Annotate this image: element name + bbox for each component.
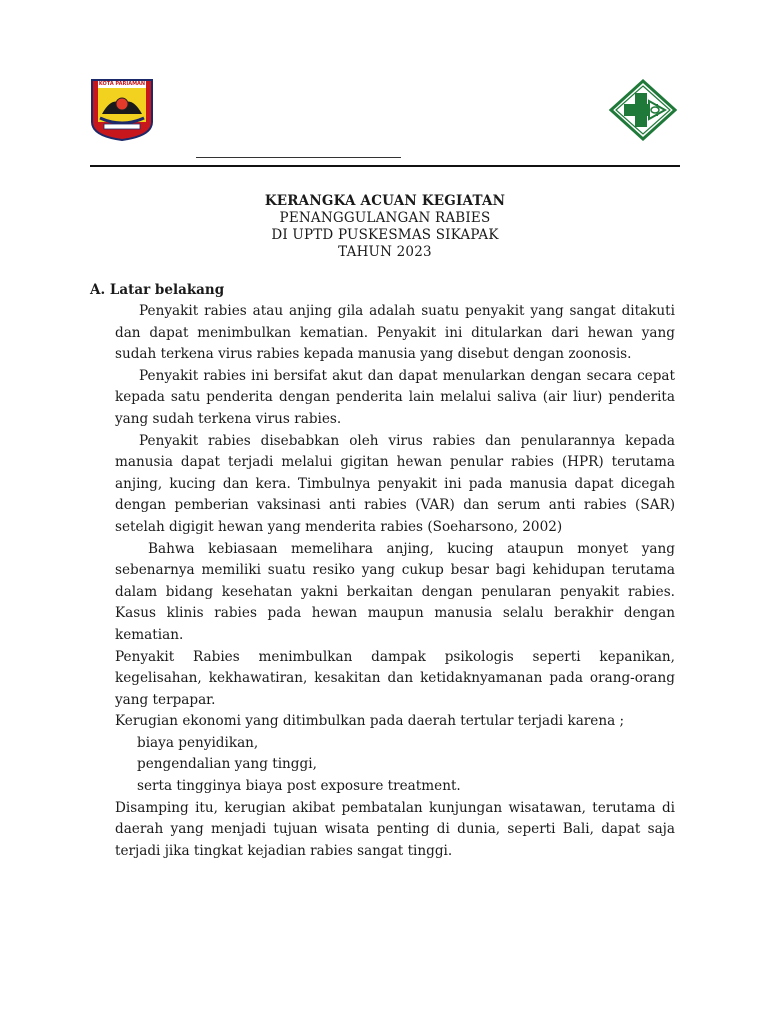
list-item: pengendalian yang tinggi, [137,756,317,773]
paragraph: Penyakit Rabies menimbulkan dampak psikologis seperti kepanikan, kegelisahan, kekhawatiran, kesakitan dan ketidaknyamanan pada orang-orang yang terpapar. [115,648,675,708]
paragraph: Penyakit rabies atau anjing gila adalah suatu penyakit yang sangat ditakuti dan dapat menimbulkan kematian. Penyakit ini ditularkan dari hewan yang sudah terkena virus rabies kepada manusia yang disebut dengan zoonosis. [115,303,675,363]
title-line-1: KERANGKA ACUAN KEGIATAN [264,193,506,209]
title-line-3: DI UPTD PUSKESMAS SIKAPAK [271,227,499,243]
section-body [115,301,675,862]
logo-caption: KOTA PARIAMAN [98,81,146,87]
paragraph: Penyakit rabies disebabkan oleh virus rabies dan penularannya kepada manusia dapat terjadi melalui gigitan hewan penular rabies (HPR) terutama anjing, kucing dan kera. Timbulnya penyakit ini pada manusia dapat dicegah dengan pemberian vaksinasi anti rabies (VAR) dan serum anti rabies (SAR) setelah digigit hewan yang menderita rabies (Soeharsono, 2002) [115,432,675,535]
paragraph: Kerugian ekonomi yang ditimbulkan pada daerah tertular terjadi karena ; [115,713,625,730]
puskesmas-logo [609,79,677,141]
list-item: serta tingginya biaya post exposure treatment. [137,778,461,795]
puskesmas-cross-icon [609,79,677,141]
header-rule [90,165,680,167]
paragraph: Bahwa kebiasaan memelihara anjing, kucing ataupun monyet yang sebenarnya memiliki suatu resiko yang cukup besar bagi kehidupan terutama dalam bidang kesehatan yakni berkaitan dengan penularan penyakit rabies. Kasus klinis rabies pada hewan maupun manusia selalu berakhir dengan kematian. [115,540,675,643]
title-line-2: PENANGGULANGAN RABIES [279,210,491,226]
title-line-4: TAHUN 2023 [338,244,432,260]
document-title [90,193,680,261]
list-item: biaya penyidikan, [137,734,259,751]
paragraph: Penyakit rabies ini bersifat akut dan dapat menularkan dengan secara cepat kepada satu penderita dengan penderita lain melalui saliva (air liur) penderita yang sudah terkena virus rabies. [115,367,675,427]
paragraph: Disamping itu, kerugian akibat pembatalan kunjungan wisatawan, terutama di daerah yang menjadi tujuan wisata penting di dunia, seperti Bali, dapat saja terjadi jika tingkat kejadian rabies sangat tinggi. [115,799,675,859]
header-short-line [196,157,401,158]
kota-pariaman-logo [90,78,154,142]
section-heading: A. Latar belakang [90,282,225,298]
